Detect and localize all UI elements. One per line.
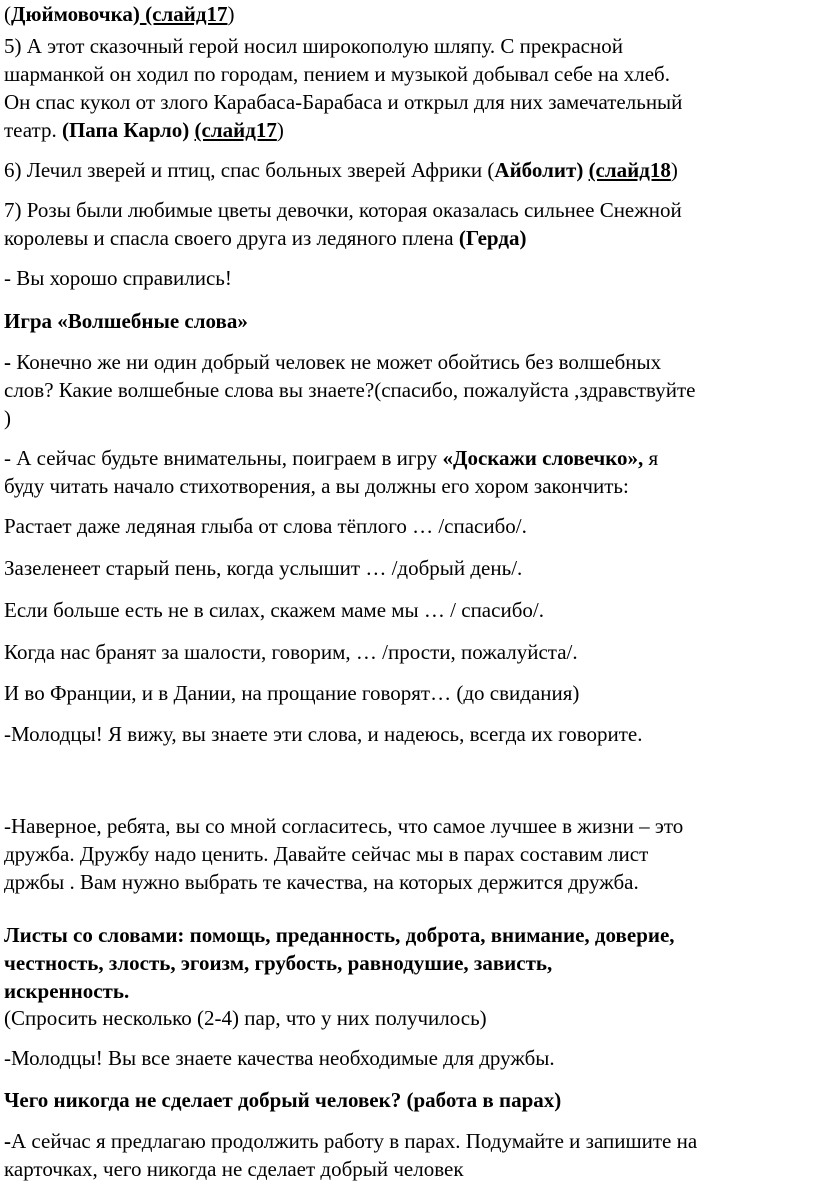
paragraph-magic-words-line-1 <box>4 348 661 376</box>
poem-line: И во Франции, и в Дании, на прощание говорят… (до свидания) <box>4 681 580 705</box>
paragraph-game-intro-line-2: буду читать начало стихотворения, а вы должны его хором закончить: <box>4 474 629 498</box>
text-segment: - <box>4 1129 11 1153</box>
paragraph-riddle-7-line-2 <box>4 224 526 252</box>
text-segment: А сейчас я предлагаю продолжить работу в парах. Подумайте и запишите на <box>11 1129 698 1153</box>
paragraph-riddle-6 <box>4 156 678 184</box>
answer-gerda: (Герда) <box>458 226 527 250</box>
paragraph-friendship-line-2: дружба. Дружбу надо ценить. Давайте сейчас мы в парах составим лист <box>4 842 649 866</box>
text-segment: я <box>643 446 659 470</box>
paragraph-riddle-5-line-3: Он спас кукол от злого Карабаса-Барабаса и открыл для них замечательный <box>4 90 683 114</box>
answer-thumbelina: Дюймовочка <box>11 2 133 26</box>
poem-line: Растает даже ледяная глыба от слова тёплого … /спасибо/. <box>4 514 527 538</box>
paragraph-pair-work-line-2: карточках, чего никогда не сделает добрый человек <box>4 1157 464 1181</box>
paragraph-riddle-5-line-2: шарманкой он ходил по городам, пением и музыкой добывал себе на хлеб. <box>4 62 670 86</box>
slide-ref-17: (слайд17 <box>194 118 277 142</box>
paragraph-word-sheets-line-3 <box>4 977 129 1005</box>
paragraph-game-intro-line-1 <box>4 444 658 472</box>
text-segment: искренность. <box>4 979 130 1003</box>
answer-papa-carlo: (Папа Карло) <box>61 118 190 142</box>
paragraph-magic-words-line-2: слов? Какие волшебные слова вы знаете?(спасибо, пожалуйста ,здравствуйте <box>4 378 696 402</box>
paragraph-riddle-7-line-1: 7) Розы были любимые цветы девочки, которая оказалась сильнее Снежной <box>4 198 682 222</box>
text-segment: 6) Лечил зверей и птиц, спас больных зверей Африки ( <box>4 158 495 182</box>
paragraph-friendship-line-1: -Наверное, ребята, вы со мной согласитесь, что самое лучшее в жизни – это <box>4 814 684 838</box>
paragraph-magic-words-line-3: ) <box>4 406 11 430</box>
paragraph-thumbelina <box>4 0 234 28</box>
text-segment: ) <box>227 2 235 26</box>
poem-line: Зазеленеет старый пень, когда услышит … /добрый день/. <box>4 556 523 580</box>
text-segment: - <box>4 350 11 374</box>
text-segment: театр. <box>4 118 62 142</box>
text-segment: - А сейчас будьте внимательны, поиграем в игру <box>4 446 443 470</box>
section-heading-kind-person <box>4 1086 561 1114</box>
text-segment: Листы со словами: помощь, преданность, доброта, внимание, доверие, <box>4 923 675 947</box>
text-segment: ) <box>132 2 140 26</box>
poem-line: Если больше есть не в силах, скажем маме мы … / спасибо/. <box>4 598 544 622</box>
answer-aibolit: Айболит) <box>494 158 584 182</box>
heading-text: Игра «Волшебные слова» <box>4 309 248 333</box>
heading-text: Чего никогда не сделает добрый человек? (работа в парах) <box>4 1088 562 1112</box>
paragraph-word-sheets-line-1 <box>4 921 675 949</box>
paragraph-praise: - Вы хорошо справились! <box>4 266 232 290</box>
paragraph-qualities: -Молодцы! Вы все знаете качества необходимые для дружбы. <box>4 1046 555 1070</box>
text-segment: королевы и спасла своего друга из ледяного плена <box>4 226 459 250</box>
text-segment: ) <box>670 158 678 182</box>
slide-ref-17: (слайд17 <box>139 2 228 26</box>
text-segment: Конечно же ни один добрый человек не может обойтись без волшебных <box>11 350 662 374</box>
text-segment: ( <box>4 2 11 26</box>
paragraph-pair-work-line-1 <box>4 1127 697 1155</box>
slide-ref-18: (слайд18 <box>588 158 671 182</box>
text-segment: ) <box>276 118 284 142</box>
poem-line: Когда нас бранят за шалости, говорим, … /прости, пожалуйста/. <box>4 640 578 664</box>
paragraph-friendship-line-3: држбы . Вам нужно выбрать те качества, на которых держится дружба. <box>4 870 639 894</box>
text-segment: честность, злость, эгоизм, грубость, равнодушие, зависть, <box>4 951 553 975</box>
paragraph-well-done: -Молодцы! Я вижу, вы знаете эти слова, и надеюсь, всегда их говорите. <box>4 722 643 746</box>
paragraph-riddle-5-line-4 <box>4 116 284 144</box>
paragraph-ask-pairs: (Спросить несколько (2-4) пар, что у них получилось) <box>4 1006 487 1030</box>
paragraph-word-sheets-line-2 <box>4 949 552 977</box>
game-title: «Доскажи словечко», <box>442 446 644 470</box>
section-heading-magic-words <box>4 307 248 335</box>
paragraph-riddle-5-line-1: 5) А этот сказочный герой носил широкополую шляпу. С прекрасной <box>4 34 623 58</box>
